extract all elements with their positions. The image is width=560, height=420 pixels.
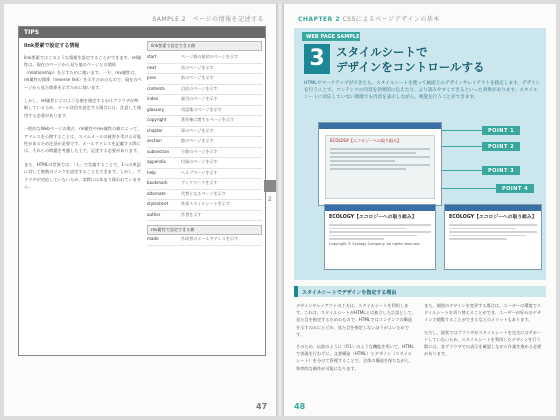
table-row (147, 64, 262, 75)
left-page (4, 4, 276, 416)
table-row (147, 169, 262, 180)
link-values-table (147, 41, 262, 246)
table-desc: ヘルプページを示す (181, 169, 218, 175)
point-label-4: POINT 4 (496, 184, 534, 193)
table2-caption: rev属性で設定できる値 (147, 225, 262, 235)
title-line-1: スタイルシートで (336, 45, 428, 59)
browser-titlebar (319, 123, 441, 129)
table-desc: 章のページを示す (181, 127, 214, 133)
table-desc: 索引のページを示す (181, 96, 218, 101)
left-chapter-tab (264, 180, 276, 192)
table-key: appendix (147, 159, 166, 164)
book-gutter (276, 4, 284, 416)
browser-screenshot-nostyle (324, 204, 436, 270)
table-desc: 外部スタイルシートを示す (181, 201, 230, 206)
table-key: next (147, 64, 157, 70)
table-key: glossary (147, 106, 165, 112)
section-heading: スタイルシートでデザインを指定する理由 (294, 286, 546, 297)
body-paragraph: そのため、以前のように（P.1）のような機能を用いて、HTMLで表現を行わずに、文書構造（HTML）とデザイン（スタイルシート）を分けて管理することで、全体の構造を保ちながら、効率的な制作が可能になります。 (296, 344, 414, 371)
pointer-line (442, 188, 496, 189)
tips-label: TIPS (19, 27, 265, 38)
sample-number: 3 (304, 44, 330, 74)
tips-paragraph: 一般的なWebページの場合、rel属性やrev属性の値によって、アドレスを公開することは、スパムメールの被害を受ける可能性があるため注意が必要です。メールアドレスを記載する際には、それらの問題を考慮した上で、記述する必要があります。 (24, 126, 142, 154)
table-row (147, 106, 262, 117)
table-key: help (147, 169, 156, 175)
table-key: bookmark (147, 180, 168, 185)
table-desc: 節のページを示す (181, 138, 214, 143)
tips-box (18, 26, 266, 356)
shot-heading: ECOLOGY【エコロジーへの取り組み】 (329, 215, 417, 220)
running-head-title: CSSによるページデザインの基本 (342, 16, 440, 23)
right-page-number: 48 (294, 402, 306, 411)
table-desc: 用語集のページを示す (181, 106, 222, 112)
tips-paragraph: また、HTMLの世界では、「人」で定義することで、1つの単語に対して複数のリンクを設定することもできます。しかし、ブラウザが対応していないため、実際にはあまり使われていません。 (24, 161, 142, 190)
running-head-chapter: CHAPTER 2 (298, 16, 341, 23)
table-desc: ページ群の最初のページを示す (181, 54, 239, 59)
table-row (147, 235, 262, 246)
browser-screenshot-main (318, 122, 442, 206)
table-key: subsection (147, 148, 170, 154)
right-page (284, 4, 556, 416)
table-row (147, 179, 262, 190)
sample-label: WEB PAGE SAMPLE (302, 32, 360, 41)
point-label-1: POINT 1 (482, 126, 520, 135)
lead-paragraph: HTMLでマークアップができたら、スタイルシートを使って画面上のデザインやレイアウトを指定します。デザインを行うことで、コンテンツの内容を効果的に伝えたり、より読みやすくできるといった効果があります。スタイルシートに対応していない環境でも内容を表示しながら、視覚を行うことができます。 (304, 81, 540, 101)
table-desc: 前のページを示す (181, 75, 214, 80)
table-key: author (147, 211, 161, 217)
browser-content (325, 135, 435, 199)
body-paragraph: また、個別のデザインを変更する場合は、ユーザーの環境でスタイルシートを切り替えることができ、ユーザーが好みのデザインで閲覧することができるなどのメリットもあります。 (424, 303, 541, 323)
browser-page-heading: ECOLOGY【エコロジーへの取り組み】 (330, 138, 402, 143)
table-row (147, 127, 262, 138)
table-key: section (147, 138, 162, 143)
table-key: start (147, 54, 157, 59)
tips-paragraph: link要素ではこのような情報を設定することができます。rel属性は、現在のページから見た他のページとの関係（relationship）を示すために使います。一方、rev属性は、rel属性の関係（reverse link）を示すためのもので、現在のページから見た関係を示すために使います。 (24, 55, 142, 90)
table-desc: 代替となるページを示す (181, 190, 226, 196)
body-paragraph: ただし、現状ではブラウザがスタイルシートを完全にはサポートしていないため、スタイルシートを利用したデザインを行う際には、各ブラウザでの表示を確認しながら作業を進める必要があります。 (424, 329, 542, 357)
point-label-2: POINT 2 (482, 142, 520, 151)
table-row (147, 190, 262, 201)
table-key: chapter (147, 127, 163, 133)
left-side-number: 2 (268, 196, 272, 203)
shot-copyright: Copyright © Ecology Company. All rights reserved. (329, 241, 421, 246)
page-title (336, 45, 484, 75)
table-desc: 作成者のメールアドレスを示す (181, 236, 239, 241)
body-column-right (424, 302, 544, 362)
table-desc: 小節のページを示す (181, 148, 218, 154)
table-row (147, 158, 262, 169)
pointer-line (442, 130, 482, 131)
table-row (147, 116, 262, 127)
tips-subtitle: link要素で設定する情報 (24, 43, 80, 49)
pointer-line (442, 146, 482, 147)
left-page-number: 47 (256, 402, 268, 411)
table-key: made (147, 236, 159, 241)
body-paragraph: デザインやレイアウトの工夫は、スタイルシートを利用します。これは、スタイルシートがHTMLとは独立した言語として、見た目を指定するためのもので、HTMLではコンテンツの構造を示すのみにとどめ、見た目を指定しないほうがよいためです。 (296, 303, 416, 337)
table-desc: 著作権に関するページを示す (181, 117, 235, 122)
table-row (147, 85, 262, 96)
table-key: alternate (147, 190, 166, 196)
table-key: stylesheet (147, 201, 169, 206)
table-key: prev (147, 75, 157, 80)
table-desc: 付録のページを示す (181, 159, 218, 164)
body-column-left (296, 302, 416, 377)
table-desc: 作者を示す (181, 211, 202, 217)
pointer-line (442, 170, 482, 171)
table-key: copyright (147, 117, 167, 122)
title-line-2: デザインをコントロールする (336, 60, 485, 74)
table-row (147, 211, 262, 222)
table-row (147, 200, 262, 211)
tips-paragraph: しかし、rel属性にどのような値を指定するかはブラウザが判断しているため、メール送信を設定する場合には、注意して使用する必要があります。 (24, 98, 142, 118)
table-desc: 次のページを示す (181, 64, 214, 70)
shot-heading: ECOLOGY【エコロジーへの取り組み】 (449, 215, 537, 220)
table-key: index (147, 96, 159, 101)
table-row (147, 95, 262, 106)
table-row (147, 148, 262, 159)
table-row (147, 74, 262, 85)
table-desc: ブックマークを示す (181, 180, 218, 185)
tips-body (24, 54, 142, 197)
table-key: contents (147, 85, 165, 91)
left-running-head: SAMPLE 2 ページの情報を記述する (152, 16, 264, 23)
browser-screenshot-styled (444, 204, 542, 270)
table-row (147, 53, 262, 64)
point-label-3: POINT 3 (482, 166, 520, 175)
table-desc: 目次のページを示す (181, 85, 218, 91)
table-row (147, 137, 262, 148)
right-running-head (298, 14, 440, 23)
table-caption: link要素で設定できる値 (147, 41, 262, 51)
